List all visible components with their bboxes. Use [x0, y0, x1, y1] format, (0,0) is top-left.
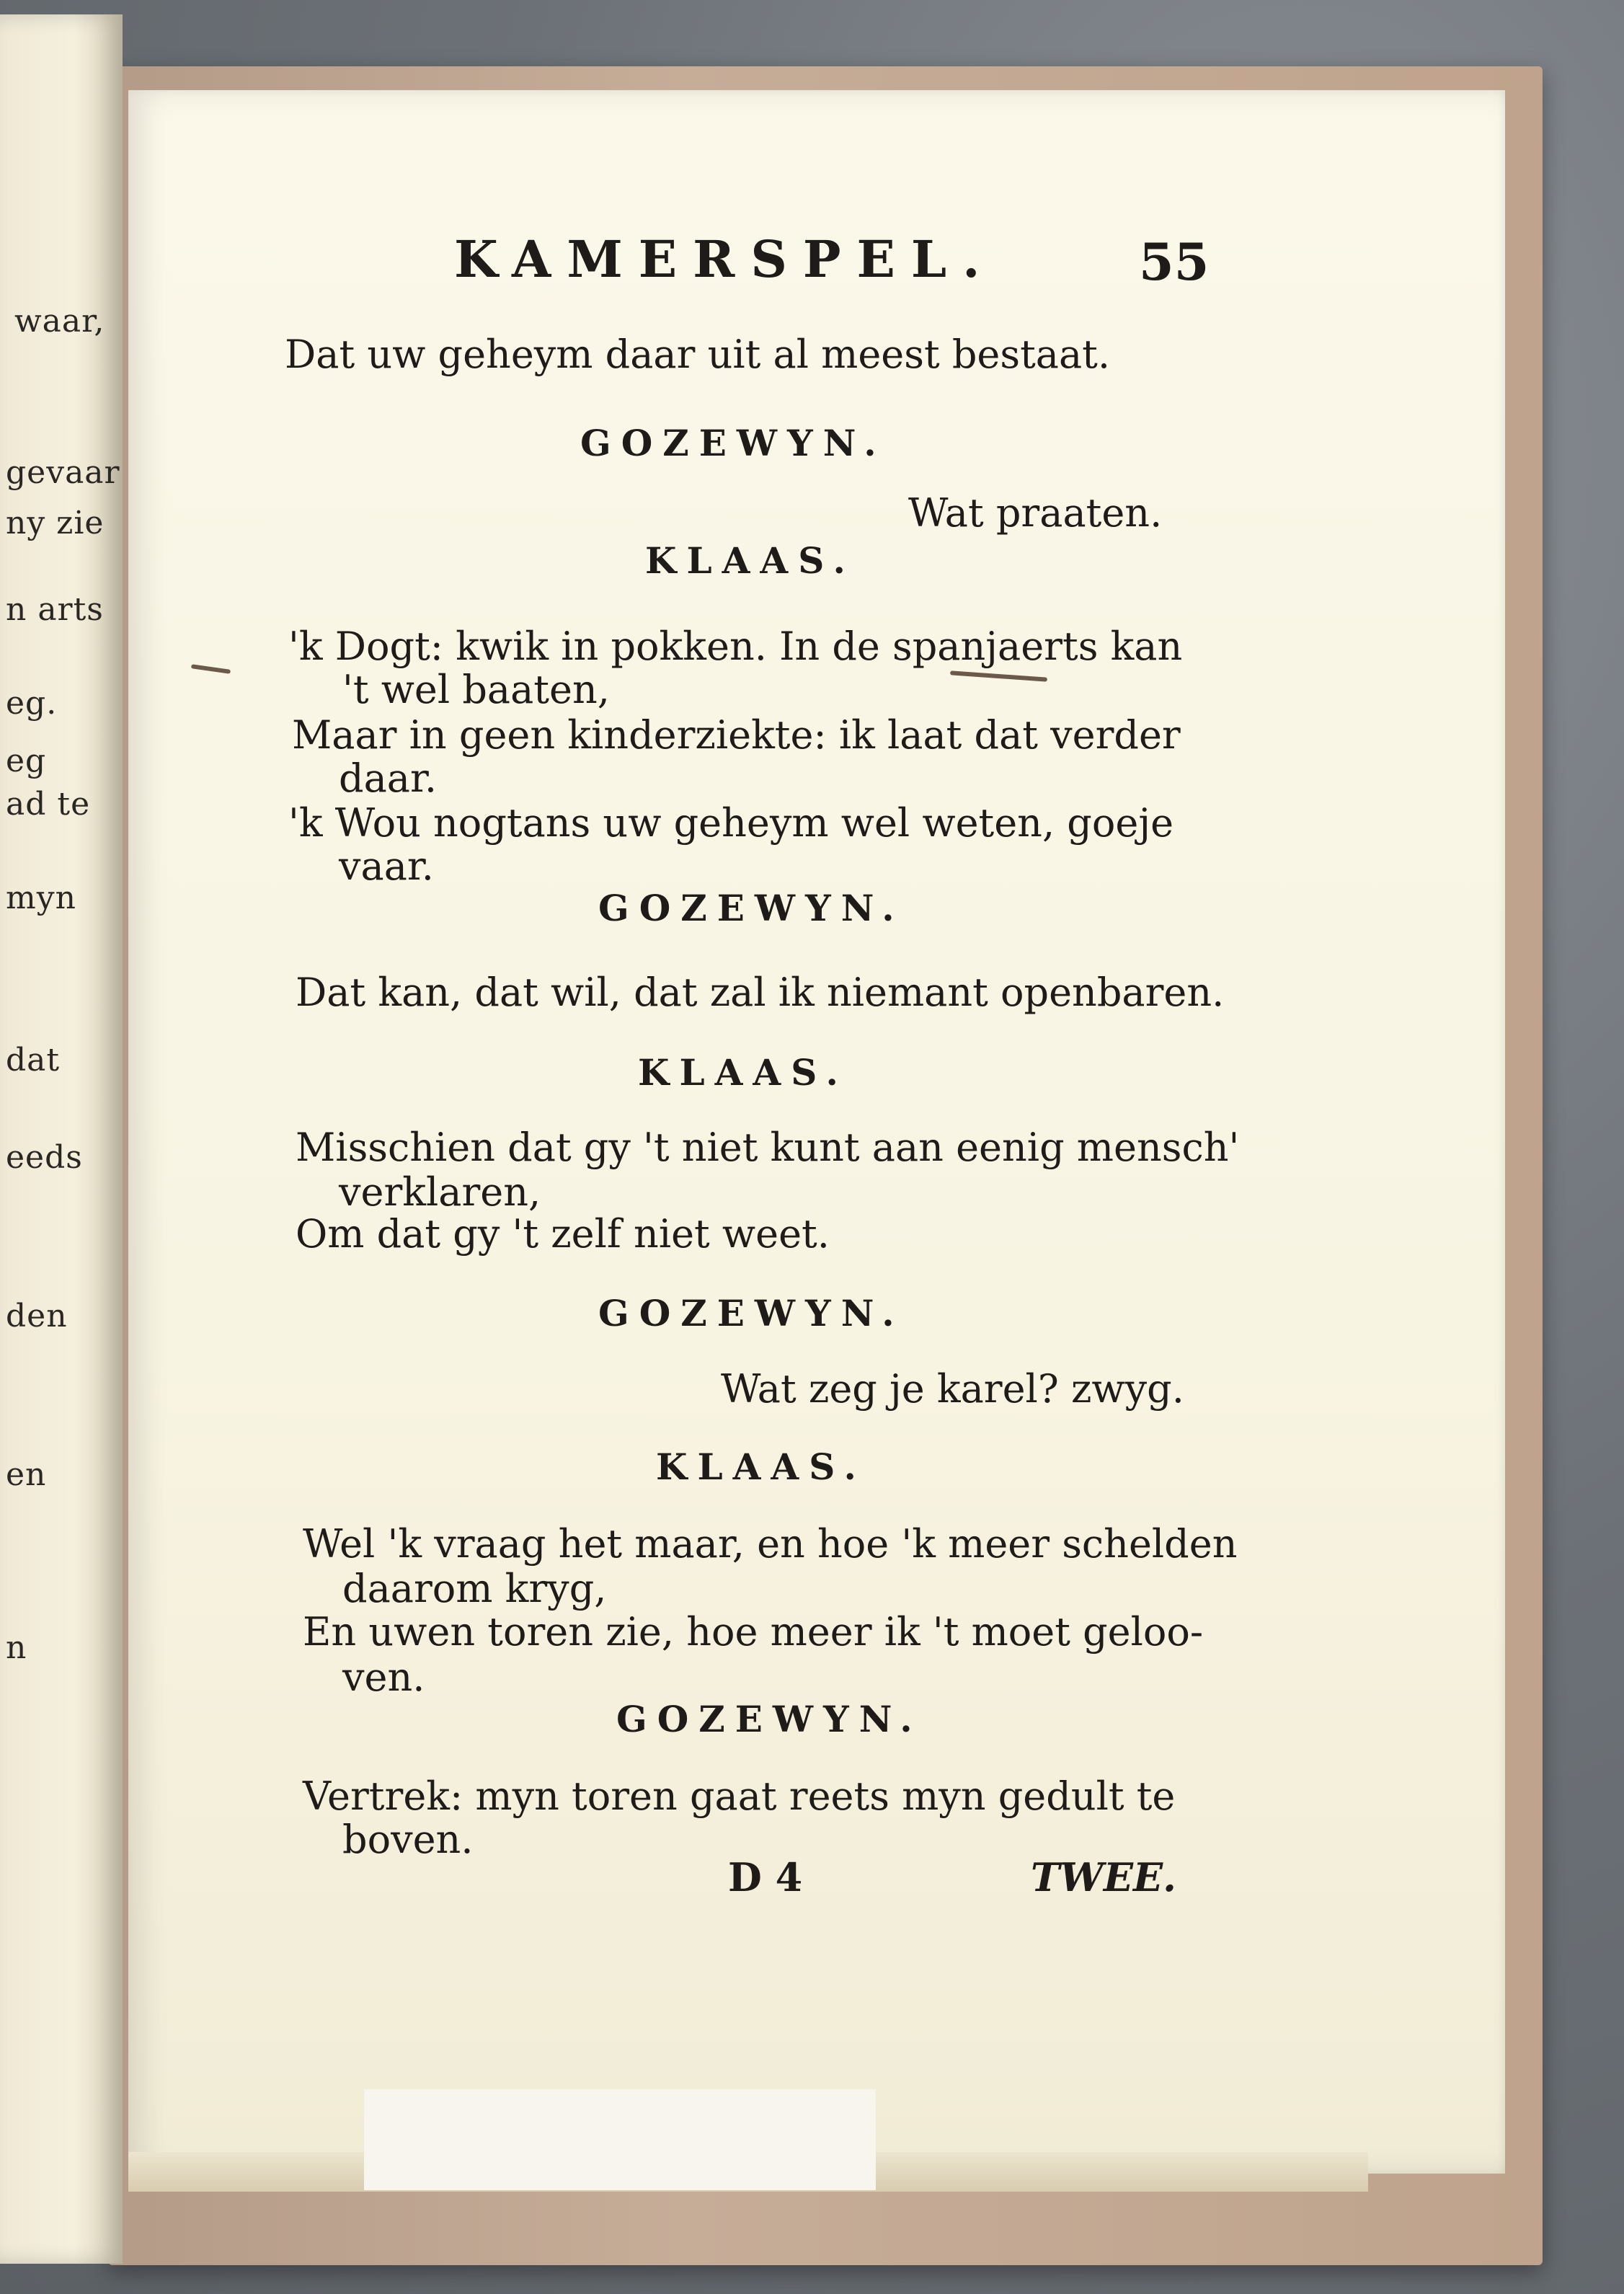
left-page-fragment: en [6, 1456, 47, 1493]
text-line: 'k Dogt: kwik in pokken. In de spanjaerts kan [288, 624, 1183, 669]
left-page-fragment: waar, [14, 303, 105, 340]
text-line: Vertrek: myn toren gaat reets myn gedult te [303, 1773, 1176, 1819]
left-page-fragment: den [6, 1298, 68, 1334]
text-line: Misschien dat gy 't niet kunt aan eenig mensch' [296, 1125, 1240, 1170]
catchword: TWEE. [1031, 1854, 1176, 1900]
running-title: KAMERSPEL. [454, 229, 996, 289]
left-page-fragment: ad te [6, 786, 91, 823]
signature-mark: D 4 [728, 1854, 803, 1900]
speaker-name: KLAAS. [645, 539, 856, 582]
left-page-fragment: ny zie [6, 505, 105, 541]
speaker-name: KLAAS. [638, 1051, 848, 1094]
text-line: En uwen toren zie, hoe meer ik 't moet geloo- [303, 1609, 1204, 1655]
speaker-name: GOZEWYN. [580, 422, 887, 464]
page-number: 55 [1139, 232, 1210, 292]
text-line: 'k Wou nogtans uw geheym wel weten, goeje [288, 800, 1174, 846]
left-page-fragment: dat [6, 1042, 61, 1079]
left-page-fragment: eg [6, 743, 47, 779]
left-page-fragment: eeds [6, 1139, 83, 1176]
text-line: Maar in geen kinderziekte: ik laat dat verder [292, 712, 1181, 758]
left-page-fragment: gevaar [6, 454, 120, 491]
text-line: Wat zeg je karel? zwyg. [721, 1366, 1184, 1412]
text-line: Dat uw geheym daar uit al meest bestaat. [285, 332, 1111, 377]
left-page-fragment: n arts [6, 591, 104, 628]
speaker-name: GOZEWYN. [598, 887, 905, 929]
text-line: 't wel baaten, [342, 667, 610, 712]
text-line: ven. [342, 1655, 425, 1700]
text-line: Dat kan, dat wil, dat zal ik niemant openbaren. [296, 970, 1225, 1015]
text-line: boven. [342, 1817, 474, 1862]
text-line: verklaren, [339, 1169, 541, 1215]
left-page [0, 14, 123, 2264]
text-line: daarom kryg, [342, 1566, 607, 1611]
text-line: Wat praaten. [908, 490, 1163, 536]
text-line: vaar. [339, 843, 434, 889]
left-page-fragment: myn [6, 880, 76, 916]
speaker-name: GOZEWYN. [616, 1698, 923, 1740]
speaker-name: GOZEWYN. [598, 1292, 905, 1334]
left-page-fragment: n [6, 1629, 27, 1666]
blank-label [364, 2089, 876, 2190]
text-line: Om dat gy 't zelf niet weet. [296, 1211, 830, 1257]
left-page-fragment: eg. [6, 685, 58, 722]
text-line: Wel 'k vraag het maar, en hoe 'k meer schelden [303, 1521, 1238, 1567]
text-line: daar. [339, 756, 438, 801]
speaker-name: KLAAS. [656, 1445, 866, 1488]
